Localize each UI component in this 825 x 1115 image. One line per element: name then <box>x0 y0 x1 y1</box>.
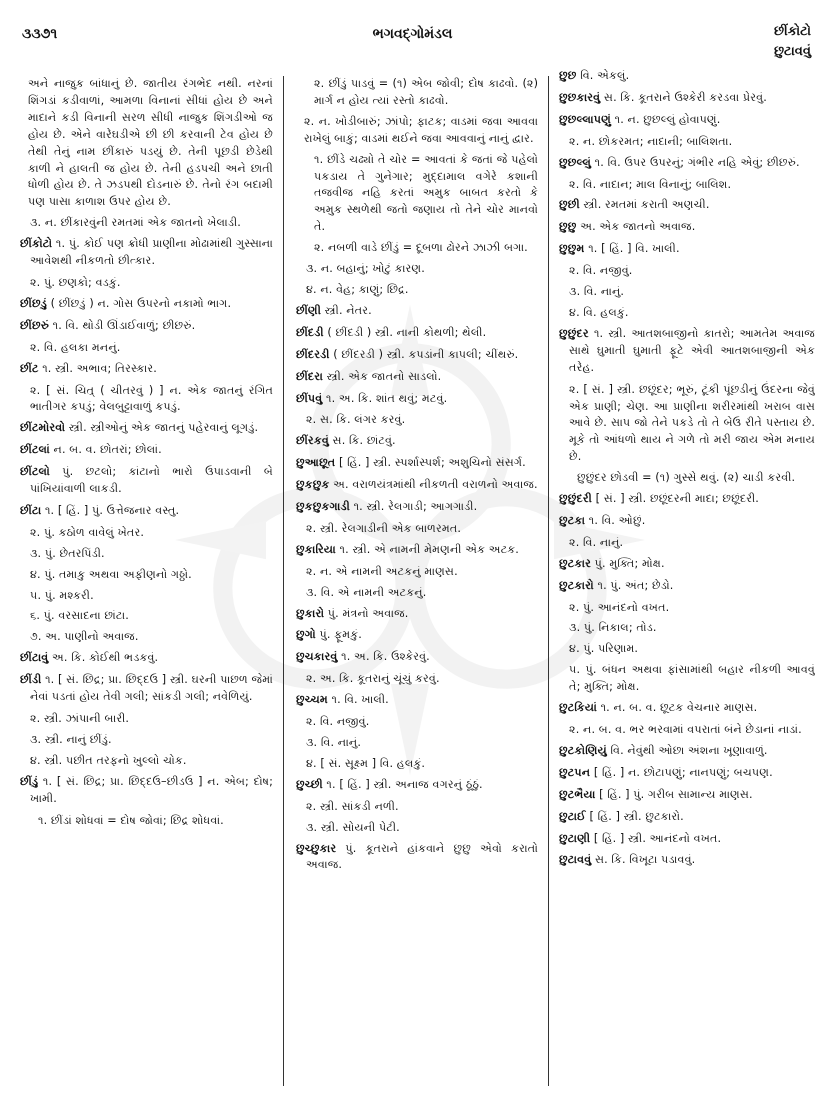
headword: છુછુંદરી <box>559 492 592 506</box>
definition: સ. કિ. વિખૂટા પડાવવું. <box>591 853 696 867</box>
sub-sense: ૨. ન. બ. વ. ભર ભરવામાં વપરાતાં બંને છેડાનાં નાડાં. <box>569 723 802 736</box>
definition: પું. મુક્તિ; મોક્ષ. <box>591 556 665 570</box>
sub-sense: ૪. વિ. હલકું. <box>569 305 629 319</box>
headword: છુકછુક <box>295 478 330 492</box>
idiom: ૨. છીંડું પાડવું = (૧) એબ જોવી; દોષ કાઢવો. (૨) માર્ગ ન હોય ત્યાં રસ્તો કાઢવો. <box>313 77 539 107</box>
column-1 <box>20 76 284 1086</box>
definition: ૧. પું. કોઈ પણ ક્રોધી પ્રાણીના મોઢામાંથી ગુસ્સાના આવેશથી નીકળતો છીત્કાર. <box>30 237 273 268</box>
dictionary-entry <box>559 700 815 717</box>
dictionary-entry <box>559 809 815 826</box>
sub-sense: ૩. ન. બહાનું; ખોટું કારણ. <box>305 262 425 276</box>
idiom: છુછુંદર છોડવી = (૧) ગુસ્સે થવું. (૨) ચાડી કરવી. <box>577 471 796 485</box>
definition: ૧. સ્ત્રી. એ નામની મેમણની એક અટક. <box>335 542 519 556</box>
headword: છુચકારવું <box>295 650 338 664</box>
headword: છુછલ્લાપણું <box>559 112 611 126</box>
dictionary-entry <box>296 455 538 472</box>
guide-words <box>774 22 811 62</box>
definition: [ હિં. ] સ્ત્રી. આનંદનો વખત. <box>590 831 722 845</box>
definition: ૧. [ સં. છિદ્ર; પ્રા. છિદ્દઉ–છીડઉ ] ન. એબ; દોષ; ખામી. <box>30 774 273 805</box>
dictionary-entry <box>296 391 538 408</box>
definition: [ હિં. ] ન. છોટાપણું; નાનપણું; બચપણ. <box>590 765 773 779</box>
guide-word-first: છીંકોટો <box>773 24 811 39</box>
definition: અ. કિ. કોઈથી ભડકવું. <box>48 651 159 665</box>
definition: સ. કિ. છાંટવું. <box>328 434 396 448</box>
headword: છુકારો <box>295 606 325 620</box>
sub-sense: ૪. પું. તમાકુ અથવા અફીણનો ગઠ્ઠો. <box>30 567 192 581</box>
dictionary-entry <box>559 578 815 595</box>
headword: છુગો <box>295 628 316 642</box>
dictionary-entry <box>559 852 815 869</box>
definition: ૧. [ હિં. ] પું. ઉત્તેજનાર વસ્તુ. <box>41 503 180 517</box>
sub-sense: ૨. અ. કિ. કૂતરાનું ચૂંચું કરવું. <box>305 672 440 686</box>
headword: છીંદરા <box>295 369 323 383</box>
sub-sense: ૨. સ. કિ. લંગર કરવું. <box>305 413 406 427</box>
sub-sense: ૫. પું. મશ્કરી. <box>30 588 94 602</box>
definition: વિ. નેવુંથી ઓછા અંશના ખૂણાવાળું. <box>606 743 768 757</box>
headword: છીંદડી <box>295 325 324 339</box>
dictionary-entry <box>559 68 815 85</box>
headword: છીંછરું <box>20 318 49 332</box>
headword: છીંટલાં <box>20 443 50 457</box>
definition: [ હિં. ] સ્ત્રી. સ્પર્શાસ્પર્શ; અશુચિનો સંસર્ગ. <box>335 456 526 470</box>
definition: સ્ત્રી. સ્ત્રીઓનું એક જાતનું પહેરવાનું લૂગડું. <box>65 421 259 435</box>
dictionary-columns <box>20 68 815 1098</box>
sub-sense: ૨. સ્ત્રી. સાંકડી નળી. <box>305 799 399 813</box>
dictionary-entry <box>296 369 538 386</box>
headword: છીંટાવું <box>20 651 49 665</box>
headword: છુટકારો <box>559 578 594 592</box>
sub-sense: ૭. અ. પાણીનો અવાજ. <box>30 630 139 644</box>
headword: છુઆછૂત <box>295 456 336 470</box>
dictionary-entry <box>296 499 538 516</box>
definition: ૧. વિ. ખાલી. <box>327 693 389 707</box>
continued-text: ૨. ન. ખોડીબારું; ઝાંપો; ફાટક; વાડમાં જવા આવવા રાખેલું બાકું; વાડમાં થઈને જવા આવવાનું નાનું દ્વાર. <box>303 114 539 145</box>
definition: ( છીંછડું ) ન. ગોસ ઉપરનો નકામો ભાગ. <box>46 296 232 310</box>
running-title: ભગવદ્ગોમંડલ <box>372 26 453 42</box>
definition: ૧. અ. કિ. શાંત થવું; મટવું. <box>322 391 448 405</box>
headword: છુછી <box>559 198 580 212</box>
dictionary-entry <box>296 777 538 794</box>
definition: [ સં. ] સ્ત્રી. છછૂંદરની માદા; છછૂંદરી. <box>591 492 759 506</box>
dictionary-entry <box>559 556 815 573</box>
sub-sense: ૨. વિ. નજીવું. <box>305 715 370 729</box>
dictionary-entry <box>296 841 538 875</box>
dictionary-entry <box>296 627 538 644</box>
dictionary-entry <box>20 361 273 378</box>
sub-sense: ૨. પું. છણકો; વડકું. <box>30 275 121 289</box>
sub-sense: ૨. ન. એ નામની અટકનું માણસ. <box>305 564 458 578</box>
headword: છીંડી <box>20 673 42 687</box>
headword: છુચ્છુકાર <box>295 841 337 855</box>
headword: છુછુંદર <box>559 326 589 340</box>
definition: ( છીંદરડી ) સ્ત્રી. કપડાંની કાપલી; ચીંથરું. <box>329 347 519 361</box>
sub-sense: ૪. ન. વેહ; કાણું; છિદ્ર. <box>305 282 409 296</box>
sub-sense: ૩. પું. છેતરપિંડી. <box>30 546 105 560</box>
dictionary-entry <box>559 112 815 129</box>
sub-sense: ૨. પું. કઠોળ વાવેલું ખેતર. <box>30 525 144 539</box>
dictionary-entry <box>20 420 273 437</box>
definition: અ. એક જાતનો અવાજ. <box>576 220 696 234</box>
definition: ૧. વિ. થોડી ઊંડાઈવાળું; છીછરું. <box>49 318 196 332</box>
dictionary-entry <box>20 774 273 808</box>
sub-sense: ૨. સ્ત્રી. ઝાંપાની બારી. <box>30 712 130 725</box>
headword: છુછલ્લું <box>559 155 592 169</box>
definition: સ. કિ. કૂતરાને ઉશ્કેરી કરડવા પ્રેરવું. <box>600 90 767 104</box>
definition: સ્ત્રી. રમતમાં કરાતી અણચી. <box>579 198 710 212</box>
headword: છુટાવવું <box>559 853 592 867</box>
dictionary-entry <box>20 503 273 520</box>
sub-sense: ૫. પું. બંધન અથવા ફાંસામાંથી બહાર નીકળી આવવું તે; મુક્તિ; મોક્ષ. <box>569 663 815 694</box>
sub-sense: ૪. પું. પરિણામ. <box>569 642 639 656</box>
headword: છુછુ <box>559 220 577 234</box>
definition: પું. કૂતરાને હાંકવાને છુછુ એવો કરાતો અવાજ. <box>305 841 539 872</box>
sub-sense: ૨. વિ. નાદાન; માલ વિનાનું; બાલિશ. <box>569 177 732 191</box>
definition: પું. મંત્રનો અવાજ. <box>324 606 409 620</box>
dictionary-entry <box>559 197 815 214</box>
guide-word-last: છુટાવવું <box>774 44 811 59</box>
definition: ૧. સ્ત્રી. આતશબાજીનો કાતરો; આમતેમ અવાજ સાથે ઘુમાતી ઘુમાતી ફૂટે એવી આતશબાજીની એક તરેહ. <box>569 326 815 374</box>
dictionary-entry <box>296 347 538 364</box>
dictionary-entry <box>296 649 538 666</box>
continued-text: અને નાજુક બાંધાનું છે. જાતીય રંગભેદ નથી. નરનાં શિંગડાં કડીવાળાં, આમળા વિનાનાં સીધાં હોય છે અને માદાને કડી વિનાની સરળ સીધી નાજુક શિંગડીઓ જ હોય છે. એને વારેઘડીએ છી છી કરવાની ટેવ હોય છે તેથી તેનું નામ છીંકારું પડયું છે. તેની પૂછડી છેડેથી કાળી ને હાલતી જ હોય છે. તેની હડપચી અને છાતી ધોળી હોય છે. તે ઝડપથી દોડનારું છે. તેનો રંગ બદામી પણ પાસા કાળાશ ઉપર હોય છે. <box>28 77 273 209</box>
definition: સ્ત્રી. નેતર. <box>321 303 372 317</box>
definition: ૧. સ્ત્રી. રેલગાડી; આગગાડી. <box>349 500 478 514</box>
dictionary-entry <box>559 155 815 172</box>
definition: ૧. [ હિં. ] સ્ત્રી. અનાજ વગરનું ઠૂંઠું. <box>322 777 483 791</box>
sub-sense: ૪. સ્ત્રી. પછીત તરફનો ખુલ્લો ચોક. <box>30 753 187 767</box>
definition: ન. બ. વ. છોતરાં; છોલાં. <box>49 443 162 457</box>
definition: અ. વરાળયંત્રમાંથી નીકળતી વરાળનો અવાજ. <box>329 478 538 492</box>
headword: છીંદરડી <box>295 347 330 361</box>
dictionary-entry <box>20 650 273 667</box>
definition: ૧. અ. કિ. ઉશ્કેરવું. <box>337 650 430 664</box>
headword: છુછુમ <box>559 242 585 256</box>
definition: [ હિં. ] સ્ત્રી. છુટકારો. <box>585 809 684 823</box>
definition: સ્ત્રી. એક જાતનો સાડલો. <box>322 369 442 383</box>
dictionary-entry <box>559 787 815 804</box>
headword: છીંણી <box>295 303 321 317</box>
headword: છુકારિયા <box>295 542 336 556</box>
definition: ૧. [ હિં. ] વિ. ખાલી. <box>584 242 680 256</box>
sub-sense: ૨. પું. આનંદનો વખત. <box>569 600 670 614</box>
dictionary-entry <box>296 433 538 450</box>
headword: છુકછુકગાડી <box>295 500 350 514</box>
definition: ૧. ન. છુછલ્લું હોવાપણું. <box>610 112 721 126</box>
definition: વિ. એકલું. <box>576 69 630 82</box>
dictionary-entry <box>20 236 273 270</box>
idiom: ૧. છીંડાં શોધવાં = દોષ જોવાં; છિદ્ર શોધવાં. <box>38 813 224 827</box>
definition: ૧. વિ. ઓછું. <box>585 513 646 527</box>
dictionary-entry <box>296 303 538 320</box>
sub-sense: ૨. વિ. નજીવું. <box>569 264 633 278</box>
headword: છીંરકવું <box>295 434 329 448</box>
sub-sense: ૨. [ સં. ચિત્ર્ ( ચીતરવું ) ] ન. એક જાતનું રંગિત ભાતીગર કપડું; વેલબુટ્ટાવાળું કપડું. <box>30 383 273 414</box>
headword: છીંછડું <box>20 296 47 310</box>
sub-sense: ૨. વિ. હલકા મનનું. <box>30 340 121 354</box>
headword: છુટપન <box>559 765 591 779</box>
headword: છુટકા <box>559 513 586 527</box>
headword: છુછકારવું <box>559 90 601 104</box>
dictionary-entry <box>559 219 815 236</box>
definition: ૧. પું. અંત; છેડો. <box>593 578 674 592</box>
dictionary-entry <box>559 743 815 760</box>
headword: છીંડું <box>20 774 39 788</box>
dictionary-entry <box>296 325 538 342</box>
dictionary-entry <box>296 606 538 623</box>
dictionary-entry <box>296 542 538 559</box>
headword: છુટકોણિયું <box>559 743 607 757</box>
definition: પું. ફૂમકું. <box>315 628 362 642</box>
sub-sense: ૨. ન. છોકરમત; નાદાની; બાલિશતા. <box>569 134 733 148</box>
sub-sense: ૩. વિ. નાનું. <box>569 285 625 299</box>
sub-sense: ૩. ન. છીંકારવુંની રમતમાં એક જાતનો ખેલાડી. <box>30 216 241 230</box>
headword: છુટકિયાં <box>559 701 597 715</box>
headword: છીંટમોરવો <box>20 421 66 435</box>
dictionary-entry <box>559 513 815 530</box>
dictionary-entry <box>20 464 273 498</box>
column-3 <box>549 68 815 1098</box>
sub-sense: ૩. વિ. એ નામની અટકનું. <box>305 585 427 599</box>
definition: ૧. [ સં. છિદ્ર; પ્રા. છિદ્દઉ ] સ્ત્રી. ઘરની પાછળ જેમાં નેવાં પડતાં હોય તેવી ગલી; સાંકડી ગલી; નવેળિયું. <box>30 673 273 704</box>
dictionary-entry <box>559 90 815 107</box>
dictionary-entry <box>20 296 273 313</box>
dictionary-entry <box>559 326 815 377</box>
headword: છુચ્છી <box>295 777 323 791</box>
headword: છુટકાર <box>559 556 592 570</box>
dictionary-entry <box>20 318 273 335</box>
sub-sense: ૩. પું. નિકાલ; તોડ. <box>569 621 657 635</box>
sub-sense: ૩. સ્ત્રી. નાનું છીંડું. <box>30 732 112 746</box>
headword: છુટાણી <box>559 831 591 845</box>
headword: છીંટ <box>20 361 39 375</box>
dictionary-entry <box>559 491 815 508</box>
headword: છુછ <box>559 69 577 82</box>
headword: છુટાઈ <box>559 809 586 823</box>
sub-sense: ૨. સ્ત્રી. રેલગાડીની એક બાળરમત. <box>305 521 462 535</box>
definition: ૧. ન. બ. વ. છૂટક વેચનાર માણસ. <box>596 701 758 715</box>
sub-sense: ૨. વિ. નાનું. <box>569 535 624 549</box>
definition: ( છીંદડી ) સ્ત્રી. નાની કોથળી; થેલી. <box>323 325 487 339</box>
dictionary-entry <box>296 692 538 709</box>
headword: છીંટલો <box>20 465 50 479</box>
definition: ૧. વિ. ઉપર ઉપરનું; ગંભીર નહિ એવું; છીછરું. <box>591 155 800 169</box>
headword: છુચ્ચમ <box>295 693 328 707</box>
dictionary-entry <box>20 442 273 459</box>
definition: [ હિં. ] પું. ગરીબ સામાન્ય માણસ. <box>595 787 753 801</box>
sub-sense: ૬. પું. વરસાદના છાંટા. <box>30 609 129 623</box>
page-number: ૩૩૭૧ <box>22 26 58 42</box>
dictionary-entry <box>20 672 273 706</box>
definition: ૧. સ્ત્રી. અભાવ; તિરસ્કાર. <box>38 361 157 375</box>
sub-sense: ૪. [ સં. સૂક્ષ્મ ] વિ. હલકું. <box>305 756 426 770</box>
sub-sense: ૩. સ્ત્રી. સોયની પેટી. <box>305 820 400 834</box>
headword: છુટભૈયા <box>559 787 596 801</box>
dictionary-entry <box>559 831 815 848</box>
column-2 <box>284 76 549 1086</box>
dictionary-entry <box>559 765 815 782</box>
headword: છીંકોટો <box>20 237 53 251</box>
idiom: ૧. છીંડે ચઢ્યો તે ચોર = આવતાં કે જતાં જે પહેલો પકડાય તે ગુનેગાર; મુદ્દામાલ વગેરે કશાની તજવીજ નહિ કરતાં અમુક બાબત કરતો કે અમુક સ્થળેથી જતો જણાય તો તેને ચોર માનવો તે. <box>313 152 539 234</box>
headword: છીંપવું <box>295 391 323 405</box>
dictionary-entry <box>559 241 815 258</box>
definition: પું. છટલો; કાંટાનો ભારો ઉપાડવાની બે પાંખિયાંવાળી લાકડી. <box>30 465 273 496</box>
idiom: ૨. નબળી વાડે છીંડું = દૂબળા ઢોરને ઝાઝી બગા. <box>313 241 528 255</box>
sub-sense: ૨. [ સં. ] સ્ત્રી. છછૂંદર; ભૂરું, ટૂંકી પૂંછડીનું ઉંદરના જેવું એક પ્રાણી; ચેણ. આ પ્રાણીના શરીરમાંથી ખરાબ વાસ આવે છે. સાપ જો તેને પકડે તો તે બેઉ રીતે પસ્તાય છે. મૂકે તો આંધળો થાય ને ગળે તો મરી જાય એમ મનાય છે. <box>569 382 815 464</box>
sub-sense: ૩. વિ. નાનું. <box>305 736 362 749</box>
headword: છીંટા <box>20 503 42 517</box>
dictionary-entry <box>296 477 538 494</box>
